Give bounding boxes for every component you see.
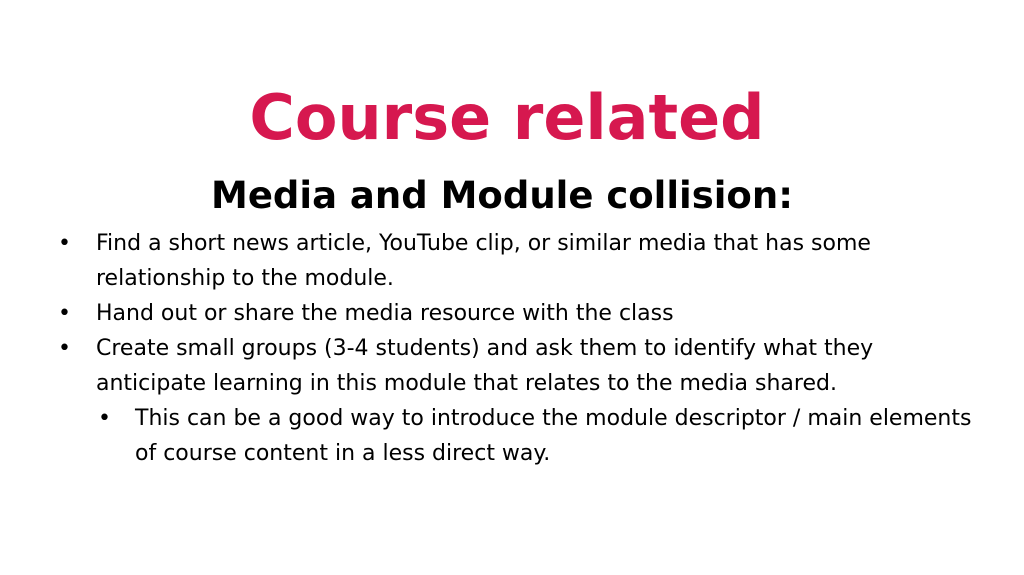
bullet-dot: • <box>58 336 71 361</box>
bullet-dot: • <box>58 231 71 256</box>
slide-title: Course related <box>249 81 765 154</box>
slide-subtitle: Media and Module collision: <box>211 174 793 217</box>
bullet-item <box>0 331 1024 401</box>
bullet-item <box>0 296 1024 331</box>
bullet-text: Find a short news article, YouTube clip, or similar media that has some relationship to the module. <box>96 231 871 291</box>
bullet-dot: • <box>98 406 111 431</box>
bullet-text: This can be a good way to introduce the module descriptor / main elements of course content in a less direct way. <box>135 406 972 466</box>
bullet-list <box>0 226 1024 471</box>
bullet-text: Create small groups (3-4 students) and ask them to identify what they anticipate learning in this module that relates to the media shared. <box>96 336 874 396</box>
sub-bullet-item <box>0 401 1024 471</box>
bullet-item <box>0 226 1024 296</box>
bullet-dot: • <box>58 301 71 326</box>
bullet-text: Hand out or share the media resource with the class <box>96 301 674 326</box>
